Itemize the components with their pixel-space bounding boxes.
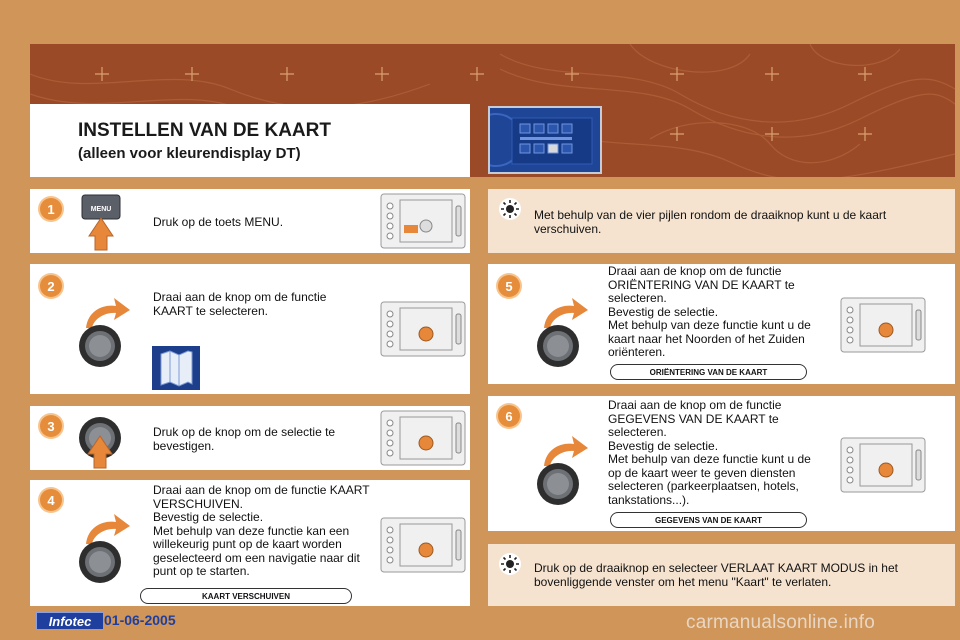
step-2-text: Draai aan de knop om de functie KAART te selecteren. xyxy=(153,290,327,318)
title-box xyxy=(30,104,470,177)
lightbulb-icon xyxy=(498,552,522,576)
step-number-badge: 1 xyxy=(40,198,62,220)
tip-1-panel xyxy=(488,189,955,253)
tip-1-text: Met behulp van de vier pijlen rondom de draaiknop kunt u de kaart verschuiven. xyxy=(534,208,887,236)
step-6-text: Draai aan de knop om de functie GEGEVENS VAN DE KAART te selecteren. Bevestig de selectie. Met behulp van deze functie kunt u de op de kaart weer te geven diensten selecteren (parkeerplaatsen, hotels, tankstations...). xyxy=(608,398,811,507)
step-2-panel xyxy=(30,264,470,394)
radio-unit-icon xyxy=(380,516,466,574)
lightbulb-icon xyxy=(498,197,522,221)
step-4-text: Draai aan de knop om de functie KAART VERSCHUIVEN. Bevestig de selectie. Met behulp van deze functie kan een willekeurig punt op de kaart worden geselecteerd om een navigatie naar dit punt op te starten. xyxy=(153,483,370,578)
step-3-panel xyxy=(30,406,470,470)
step-number-badge: 6 xyxy=(498,405,520,427)
radio-unit-icon xyxy=(840,436,926,494)
step-number-badge: 4 xyxy=(40,489,62,511)
radio-unit-icon xyxy=(840,296,926,354)
radio-unit-icon xyxy=(380,409,466,467)
page-title: INSTELLEN VAN DE KAART xyxy=(78,120,331,141)
step-number-badge: 3 xyxy=(40,415,62,437)
rotary-knob-icon xyxy=(532,288,602,368)
step-1-text: Druk op de toets MENU. xyxy=(153,215,284,229)
tip-2-text: Druk op de draaiknop en selecteer VERLAAT KAART MODUS in het bovenliggende venster om het menu "Kaart" te verlaten. xyxy=(534,561,898,589)
step-number-badge: 5 xyxy=(498,275,520,297)
menu-button-icon xyxy=(78,192,128,254)
page-subtitle: (alleen voor kleurendisplay DT) xyxy=(78,145,301,162)
map-icon xyxy=(152,346,200,390)
step-number-badge: 2 xyxy=(40,275,62,297)
radio-unit-icon xyxy=(380,192,466,250)
radio-unit-icon xyxy=(380,300,466,358)
kaart-verschuiven-label: KAART VERSCHUIVEN xyxy=(140,588,352,604)
press-knob-icon xyxy=(74,406,134,470)
menu-button-label: MENU xyxy=(90,206,112,213)
tip-2-panel xyxy=(488,544,955,606)
step-4-panel xyxy=(30,480,470,606)
step-1-panel xyxy=(30,189,470,253)
orientering-label: ORIËNTERING VAN DE KAART xyxy=(610,364,807,380)
rotary-knob-icon xyxy=(532,426,602,506)
watermark: carmanualsonline.info xyxy=(686,612,876,633)
step-5-panel xyxy=(488,264,955,384)
step-5-text: Draai aan de knop om de functie ORIËNTERING VAN DE KAART te selecteren. Bevestig de selectie. Met behulp van deze functie kunt u de kaart naar het Noorden of het Zuiden oriënteren. xyxy=(608,264,811,359)
rotary-knob-icon xyxy=(74,504,144,584)
footer-date: 01-06-2005 xyxy=(104,612,176,628)
gegevens-label: GEGEVENS VAN DE KAART xyxy=(610,512,807,528)
step-3-text: Druk op de knop om de selectie te bevestigen. xyxy=(153,425,336,453)
display-icon xyxy=(490,108,600,172)
step-6-panel xyxy=(488,396,955,531)
infotec-logo: Infotec xyxy=(36,612,104,630)
color-display-illustration xyxy=(488,106,602,174)
rotary-knob-icon xyxy=(74,288,144,368)
